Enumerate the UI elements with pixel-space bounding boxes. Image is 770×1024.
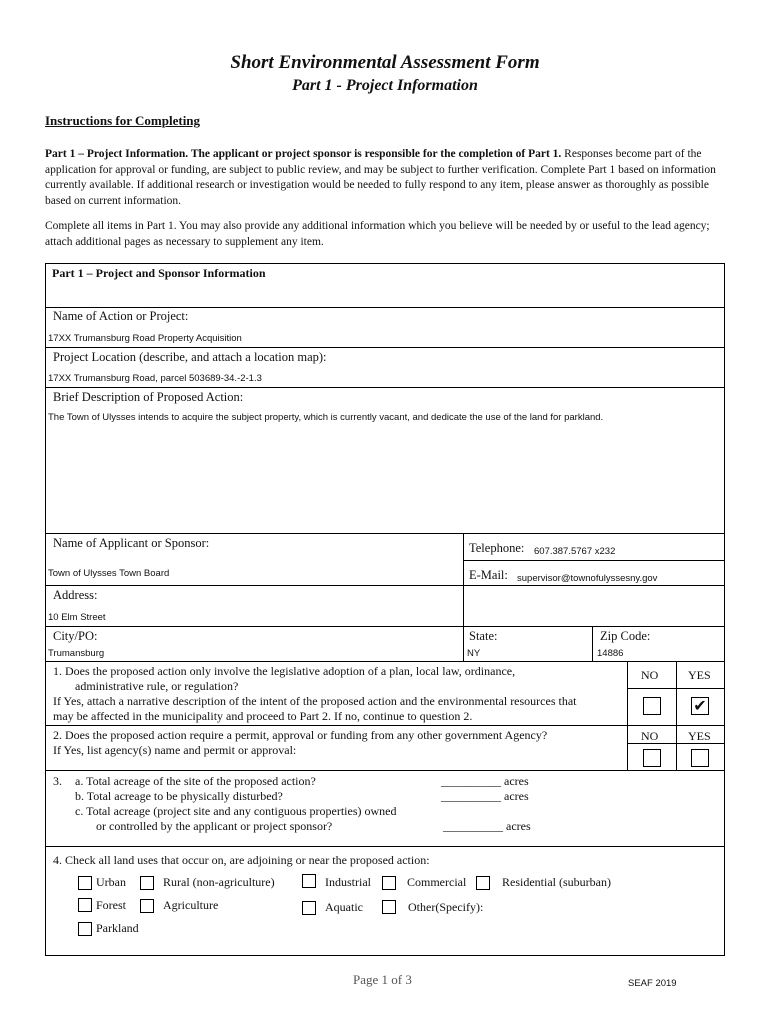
description-field[interactable]: The Town of Ulysses intends to acquire the subject property, which is currently vacant, and dedicate the use of the land for parkland. [48, 412, 604, 423]
q1-yes-checkbox[interactable]: ✔ [691, 697, 709, 715]
form-subtitle: Part 1 - Project Information [292, 77, 478, 94]
email-field[interactable]: supervisor@townofulyssesny.gov [517, 573, 658, 584]
q2-yes-checkbox[interactable] [691, 749, 709, 767]
parkland-label: Parkland [96, 921, 139, 935]
agriculture-label: Agriculture [163, 898, 219, 912]
address-label: Address: [53, 588, 98, 602]
applicant-label: Name of Applicant or Sponsor: [53, 536, 210, 550]
zip-label: Zip Code: [600, 629, 651, 643]
forest-label: Forest [96, 898, 126, 912]
q2-no-label: NO [641, 729, 659, 743]
location-field[interactable]: 17XX Trumansburg Road, parcel 503689-34.-2-1.3 [48, 373, 262, 384]
residential-checkbox[interactable] [476, 876, 490, 890]
q1-line4: may be affected in the municipality and proceed to Part 2. If no, continue to question 2. [53, 709, 473, 723]
industrial-label: Industrial [325, 875, 371, 889]
q3-b-acres-field[interactable]: __________ acres [441, 789, 529, 803]
q1-no-checkbox[interactable] [643, 697, 661, 715]
instructions-paragraph-2: Complete all items in Part 1. You may also provide any additional information which you believe will be needed by or useful to the lead agency; attach additional pages as necessary to supplement any item. [45, 220, 710, 248]
email-label: E-Mail: [469, 568, 508, 582]
parkland-checkbox[interactable] [78, 922, 92, 936]
forest-checkbox[interactable] [78, 898, 92, 912]
q2-line2: If Yes, list agency(s) name and permit or approval: [53, 743, 297, 757]
q2-line1: 2. Does the proposed action require a permit, approval or funding from any other government Agency? [53, 728, 548, 742]
agriculture-checkbox[interactable] [140, 899, 154, 913]
q3-b: b. Total acreage to be physically disturbed? [75, 789, 283, 803]
q3-number: 3. [53, 774, 62, 788]
q1-line2: administrative rule, or regulation? [75, 679, 239, 693]
q3-a: a. Total acreage of the site of the proposed action? [75, 774, 316, 788]
commercial-label: Commercial [407, 875, 467, 889]
page-number: Page 1 of 3 [353, 972, 412, 987]
q3-c-acres-field[interactable]: __________ acres [443, 819, 531, 833]
q3-c2: or controlled by the applicant or project sponsor? [96, 819, 333, 833]
address-field[interactable]: 10 Elm Street [48, 612, 106, 623]
telephone-field[interactable]: 607.387.5767 x232 [534, 546, 616, 557]
instructions-paragraph-1 [45, 147, 725, 209]
industrial-checkbox[interactable] [302, 874, 316, 888]
q2-yes-label: YES [688, 729, 711, 743]
q1-yes-label: YES [688, 668, 711, 682]
section-heading: Part 1 – Project and Sponsor Information [52, 266, 266, 280]
state-field[interactable]: NY [467, 648, 481, 659]
city-field[interactable]: Trumansburg [48, 648, 105, 659]
telephone-label: Telephone: [469, 541, 525, 555]
q1-no-label: NO [641, 668, 659, 682]
aquatic-label: Aquatic [325, 900, 363, 914]
other-checkbox[interactable] [382, 900, 396, 914]
rural-label: Rural (non-agriculture) [163, 875, 275, 889]
q1-line1: 1. Does the proposed action only involve the legislative adoption of a plan, local law, ordinance, [53, 664, 516, 678]
instructions-bold: Part 1 – Project Information. The applicant or project sponsor is responsible for the completion of Part 1. [45, 148, 562, 160]
urban-checkbox[interactable] [78, 876, 92, 890]
rural-checkbox[interactable] [140, 876, 154, 890]
q1-line3: If Yes, attach a narrative description of the intent of the proposed action and the environmental resources that [53, 694, 577, 708]
other-label: Other(Specify): [408, 900, 484, 914]
form-title: Short Environmental Assessment Form [230, 52, 540, 73]
action-name-field[interactable]: 17XX Trumansburg Road Property Acquisition [48, 333, 242, 344]
q3-c1: c. Total acreage (project site and any contiguous properties) owned [75, 804, 397, 818]
aquatic-checkbox[interactable] [302, 901, 316, 915]
q4-question: 4. Check all land uses that occur on, are adjoining or near the proposed action: [53, 853, 430, 867]
action-name-label: Name of Action or Project: [53, 309, 189, 323]
applicant-field[interactable]: Town of Ulysses Town Board [48, 568, 170, 579]
instructions-heading: Instructions for Completing [45, 113, 201, 128]
city-label: City/PO: [53, 629, 98, 643]
location-label: Project Location (describe, and attach a location map): [53, 350, 327, 364]
q3-a-acres-field[interactable]: __________ acres [441, 774, 529, 788]
state-label: State: [469, 629, 498, 643]
commercial-checkbox[interactable] [382, 876, 396, 890]
residential-label: Residential (suburban) [502, 875, 611, 889]
urban-label: Urban [96, 875, 126, 889]
q2-no-checkbox[interactable] [643, 749, 661, 767]
instructions-rest: Responses become part of the application for approval or funding, are subject to public review, and may be subject to further verification. Complete Part 1 based on information currently available. If additional research or investigation would be needed to fully respond to any item, please answer as thoroughly as possible based on current information. [45, 148, 716, 207]
zip-field[interactable]: 14886 [597, 648, 624, 659]
description-label: Brief Description of Proposed Action: [53, 390, 244, 404]
form-code: SEAF 2019 [628, 978, 677, 989]
